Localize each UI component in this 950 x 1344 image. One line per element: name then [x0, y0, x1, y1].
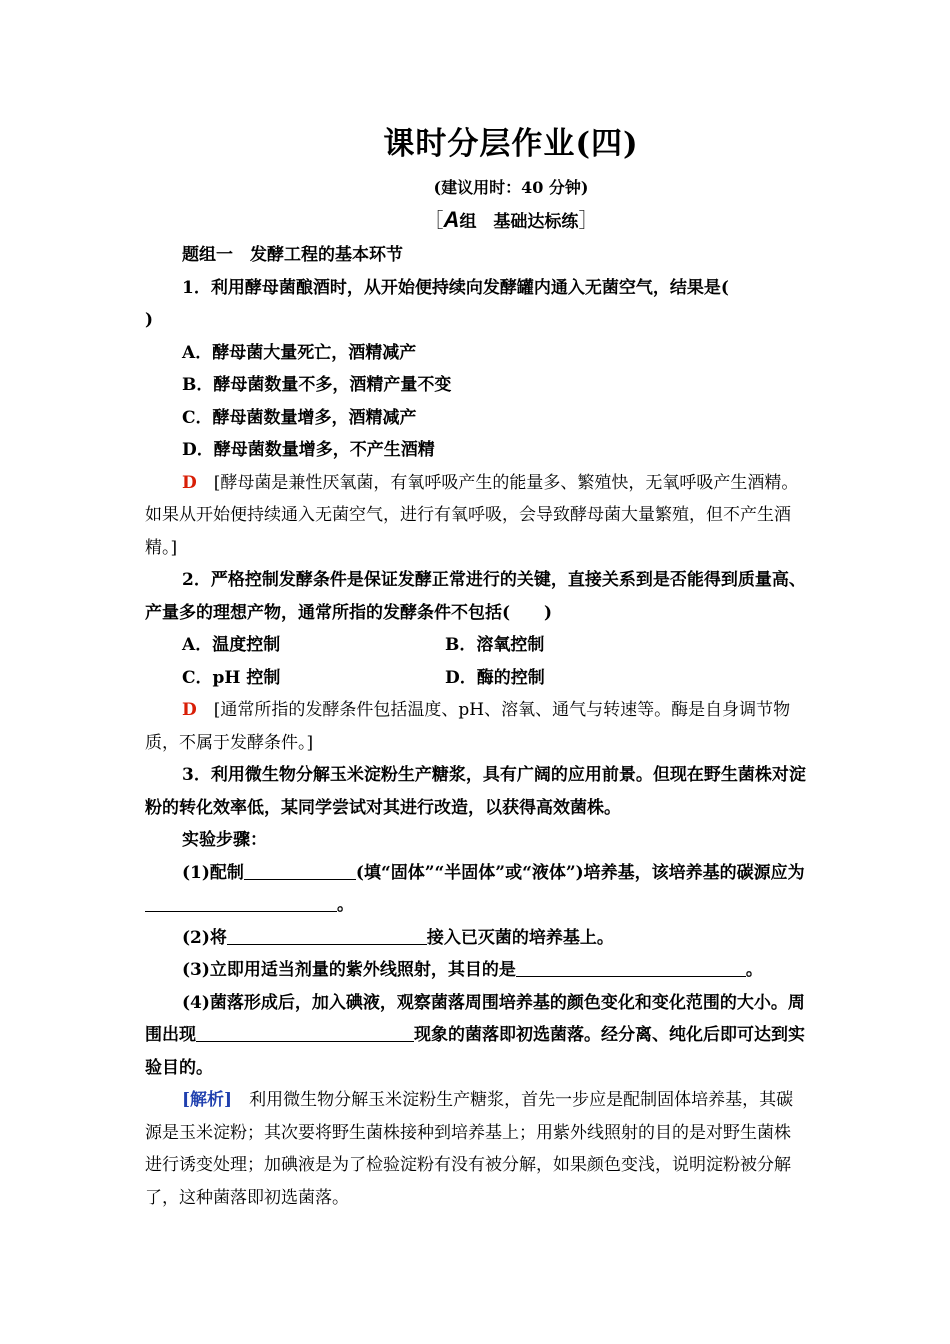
answer-blank[interactable]	[227, 924, 427, 945]
q1-explanation: [酵母菌是兼性厌氧菌，有氧呼吸产生的能量多、繁殖快，无氧呼吸产生酒精。如果从开始便持续通入无菌空气，进行有氧呼吸，会导致酵母菌大量繁殖，但不产生酒精。]	[145, 472, 799, 558]
q1-stem: 1．利用酵母菌酿酒时，从开始便持续向发酵罐内通入无菌空气，结果是( )	[145, 277, 729, 330]
bracket-right: ］	[578, 208, 599, 232]
answer-blank[interactable]	[516, 956, 746, 977]
q2-option-b: B．溶氧控制	[445, 635, 545, 655]
q3-analysis	[145, 1084, 807, 1214]
q2-option-a: A．温度控制	[182, 635, 281, 655]
q3-step-2: (2)将 接入已灭菌的培养基上。	[145, 922, 807, 955]
answer-blank[interactable]	[145, 891, 337, 912]
q2-options-row-2	[145, 662, 807, 695]
q3-step-1: (1)配制 (填“固体”“半固体”或“液体”)培养基，该培养基的碳源应为。	[145, 857, 807, 922]
q2-options-row-1	[145, 629, 807, 662]
worksheet-page	[145, 118, 807, 1214]
bracket-left: ［	[423, 208, 444, 232]
group-letter: A	[443, 207, 460, 232]
q2-answer: D	[182, 700, 197, 720]
q3-step-3: (3)立即用适当剂量的紫外线照射，其目的是 。	[145, 954, 807, 987]
q3-steps-label: 实验步骤：	[182, 830, 267, 850]
section-heading: 题组一 发酵工程的基本环节	[182, 245, 403, 265]
group-label: 组 基础达标练	[459, 212, 579, 232]
page-title: 课时分层作业(四)	[383, 126, 639, 162]
q1-answer-block	[145, 467, 807, 565]
q2-answer-block	[145, 694, 807, 759]
q2-explanation: [通常所指的发酵条件包括温度、pH、溶氧、通气与转速等。酶是自身调节物质，不属于发酵条件。]	[145, 700, 791, 753]
q3-stem: 3．利用微生物分解玉米淀粉生产糖浆，具有广阔的应用前景。但现在野生菌株对淀粉的转化效率低，某同学尝试对其进行改造，以获得高效菌株。	[145, 765, 806, 818]
q1-answer: D	[182, 472, 197, 493]
suggested-time: (建议用时：40 分钟)	[433, 178, 589, 197]
q1-option-b: B．酵母菌数量不多，酒精产量不变	[182, 375, 452, 395]
q1-option-d: D．酵母菌数量增多，不产生酒精	[182, 440, 435, 460]
analysis-label: [解析]	[182, 1090, 233, 1110]
q2-stem: 2．严格控制发酵条件是保证发酵正常进行的关键，直接关系到是否能得到质量高、产量多的理想产物，通常所指的发酵条件不包括( )	[145, 570, 806, 623]
q2-option-c: C．pH 控制	[182, 667, 281, 688]
analysis-text: 利用微生物分解玉米淀粉生产糖浆，首先一步应是配制固体培养基，其碳源是玉米淀粉；其次要将野生菌株接种到培养基上；用紫外线照射的目的是对野生菌株进行诱变处理；加碘液是为了检验淀粉有没有被分解，如果颜色变浅，说明淀粉被分解了，这种菌落即初选菌落。	[145, 1090, 794, 1208]
answer-blank[interactable]	[244, 859, 356, 880]
q2-option-d: D．酶的控制	[445, 667, 545, 688]
q3-step-4: (4)菌落形成后，加入碘液，观察菌落周围培养基的颜色变化和变化范围的大小。周围出现 现象的菌落即初选菌落。经分离、纯化后即可达到实验目的。	[145, 992, 805, 1078]
group-heading	[215, 204, 807, 233]
q1-option-a: A．酵母菌大量死亡，酒精减产	[182, 342, 417, 363]
answer-blank[interactable]	[196, 1021, 414, 1042]
q1-option-c: C．酵母菌数量增多，酒精减产	[182, 407, 417, 428]
